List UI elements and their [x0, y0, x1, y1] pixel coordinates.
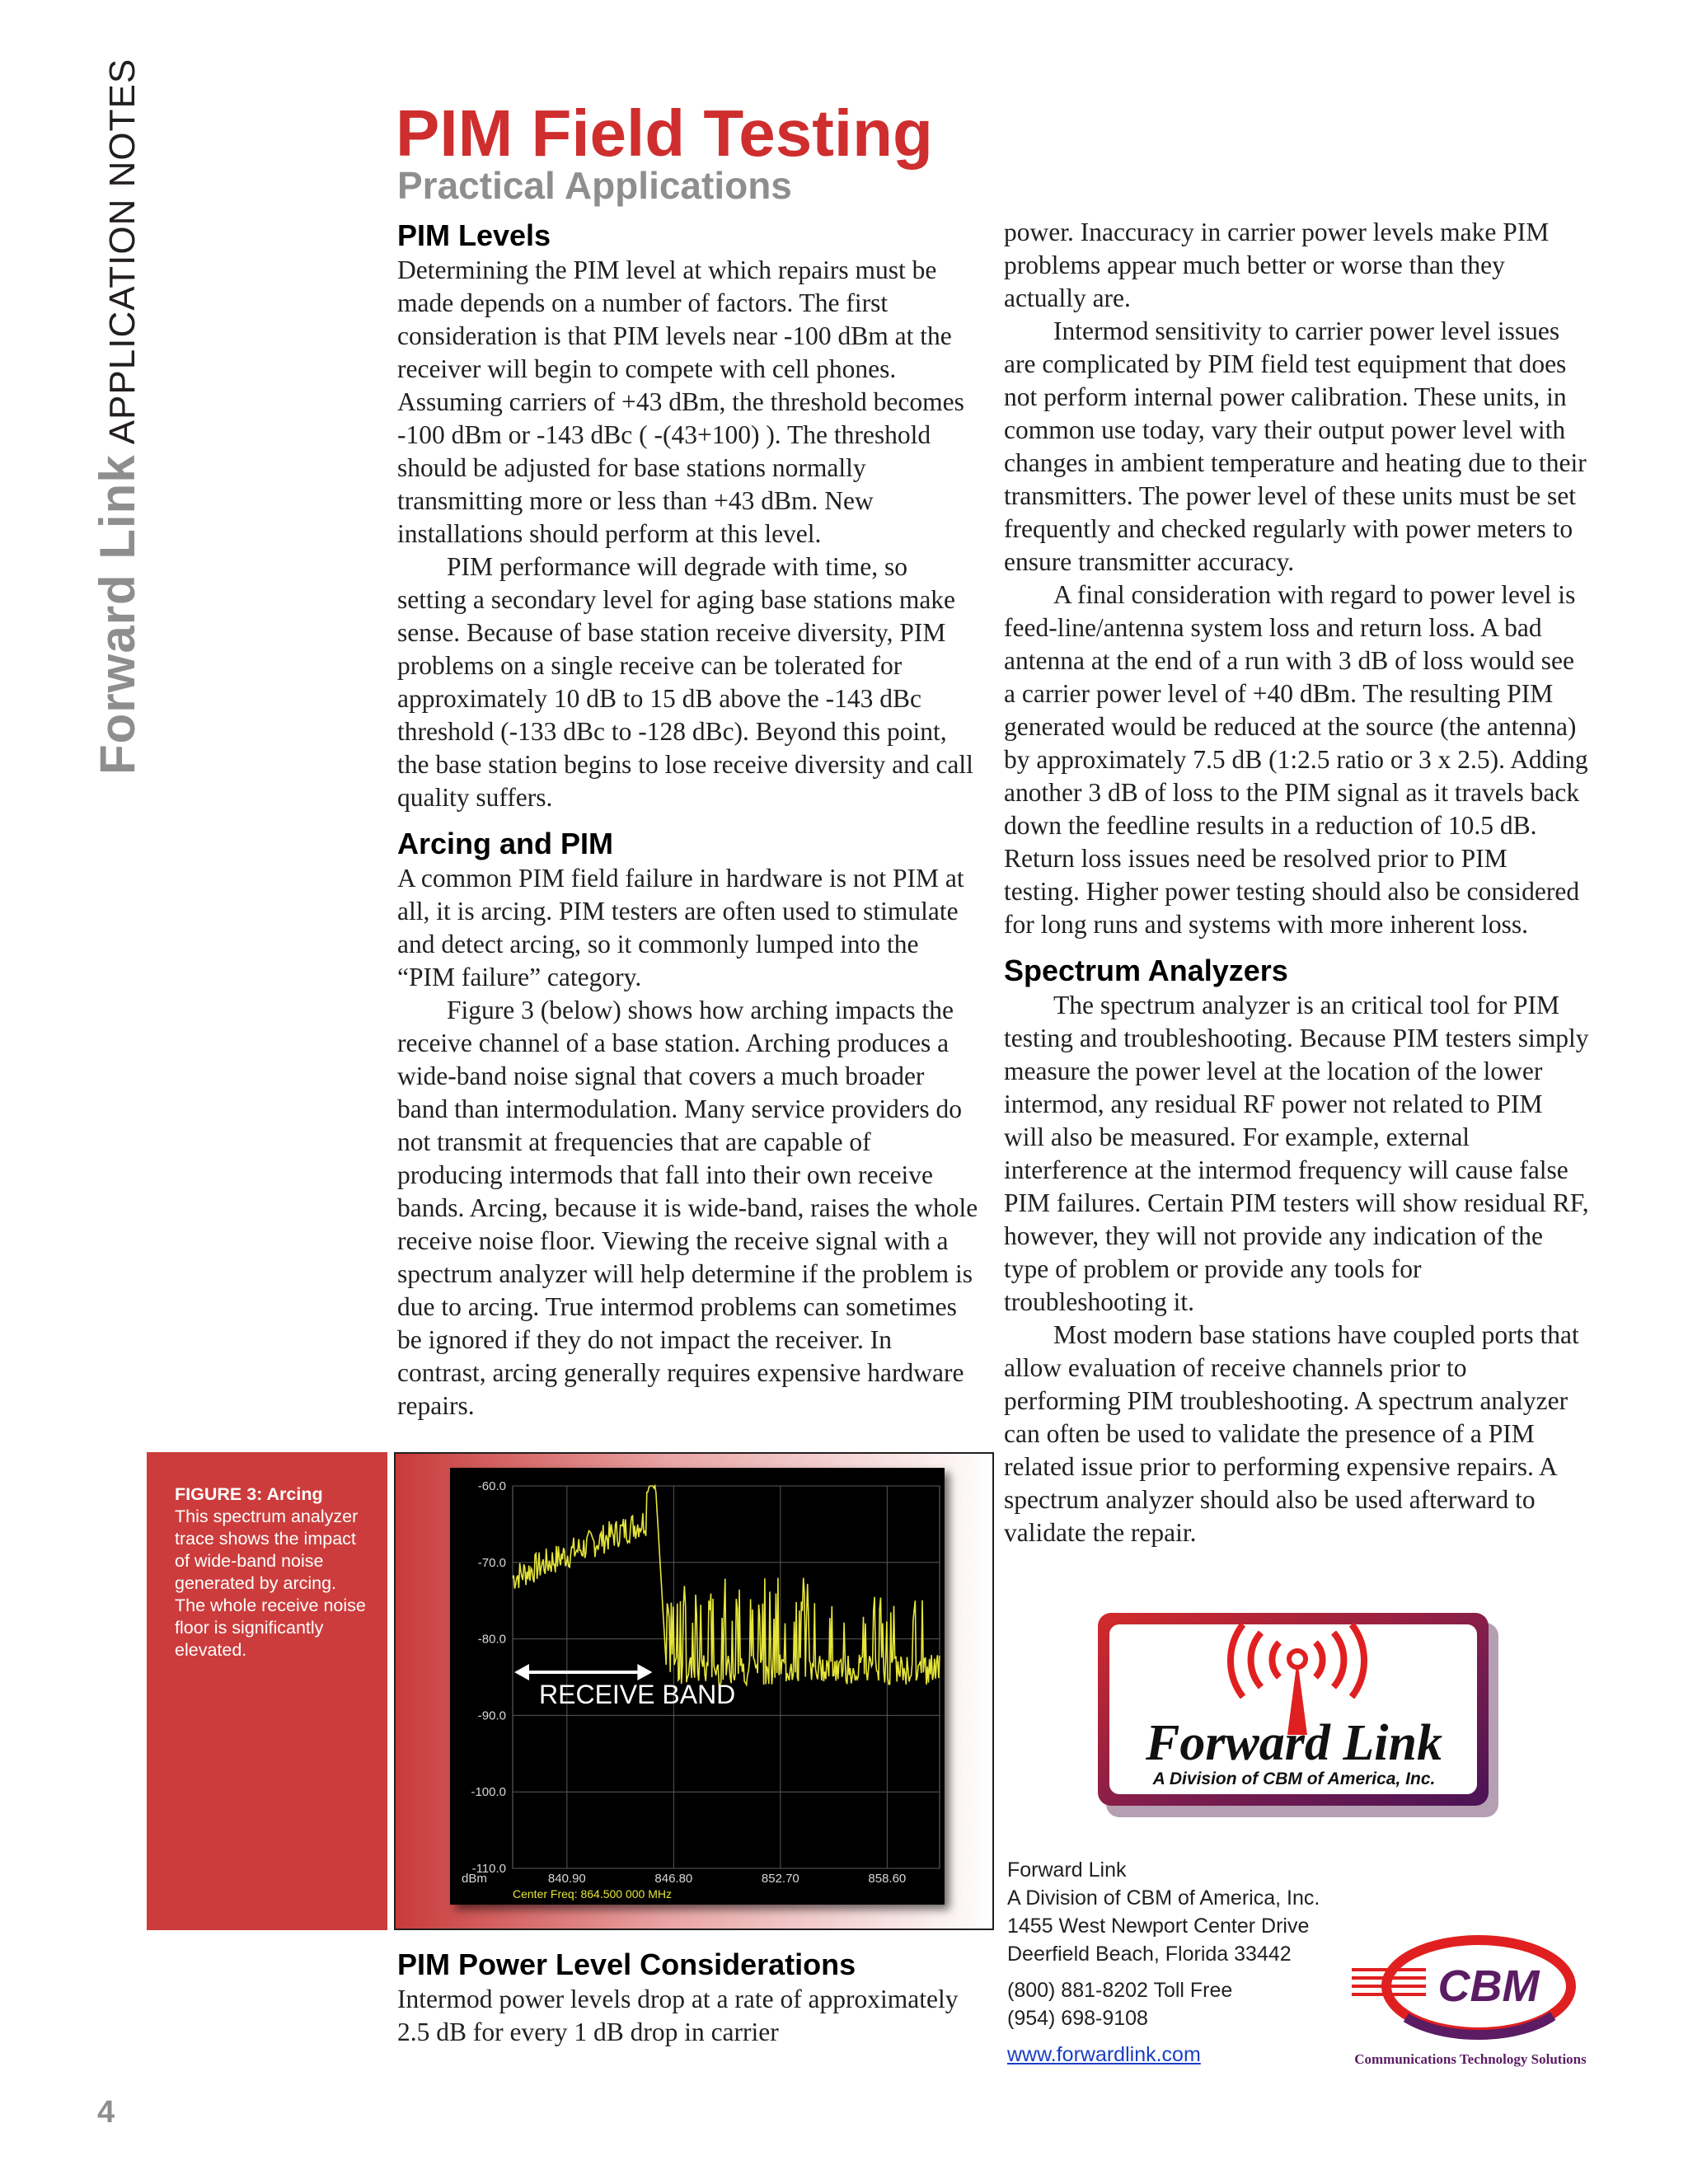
x-tick-label: 858.60	[868, 1872, 907, 1886]
power-level-heading: PIM Power Level Considerations	[397, 1947, 856, 1981]
arcing-paragraph-1: A common PIM field failure in hardware is not PIM at all, it is arcing. PIM testers are often used to stimulate and detect arcing, so it commonly lumped into the “PIM failure” category.	[397, 864, 964, 991]
y-tick-label: -70.0	[477, 1555, 506, 1570]
y-tick-label: -100.0	[471, 1785, 506, 1800]
arcing-heading: Arcing and PIM	[397, 827, 614, 860]
sidebar-section: APPLICATION NOTES	[102, 58, 143, 445]
spectrum-center-frequency: Center Freq: 864.500 000 MHz	[513, 1887, 672, 1900]
band-arrow-right-head	[637, 1664, 652, 1680]
contact-division: A Division of CBM of America, Inc.	[1007, 1886, 1320, 1910]
right-column	[1004, 216, 1589, 1549]
arcing-paragraph-2: Figure 3 (below) shows how arching impacts the receive channel of a base station. Arching produces a wide-band noise signal that covers a much broader band than intermodulation. Many service providers do not transmit at frequencies that are capable of producing intermods that fall into their own receive bands. Arcing, because it is wide-band, raises the whole receive noise floor. Viewing the receive signal with a spectrum analyzer will help determine if the problem is due to arcing. True intermod problems can sometimes be ignored if they do not impact the receiver. In contrast, arcing generally requires expensive hardware repairs.	[397, 996, 978, 1420]
page-number: 4	[97, 2095, 115, 2130]
forward-link-logo	[1096, 1611, 1503, 1821]
pim-levels-heading: PIM Levels	[397, 218, 551, 252]
website-link[interactable]: www.forwardlink.com	[1007, 2043, 1201, 2066]
pim-levels-paragraph-1: Determining the PIM level at which repairs must be made depends on a number of factors. The first consideration is that PIM levels near -100 dBm at the receiver will begin to compete with cell phones. Assuming carriers of +43 dBm, the threshold becomes -100 dBm or -143 dBc ( -(43+100) ). The threshold should be adjusted for base stations normally transmitting more or less than +43 dBm. New installations should perform at this level.	[397, 255, 964, 548]
left-column-bottom	[397, 1947, 978, 2049]
spectrum-paragraph-1: The spectrum analyzer is an critical tool for PIM testing and troubleshooting. Because PIM testers simply measure the power level at the location of the lower intermod, any residual RF power not related to PIM will also be measured. For example, external interference at the intermod frequency will cause false PIM failures. Certain PIM testers will show residual RF, however, they will not provide any indication of the type of problem or provide any tools for troubleshooting it.	[1004, 991, 1589, 1316]
intermod-sensitivity-paragraph: Intermod sensitivity to carrier power level issues are complicated by PIM field test equipment that does not perform internal power calibration. These units, in common use today, vary their output power level with changes in ambient temperature and heating due to their transmitters. The power level of these units must be set frequently and checked regularly with power meters to ensure transmitter accuracy.	[1004, 316, 1587, 576]
contact-street: 1455 West Newport Center Drive	[1007, 1915, 1310, 1938]
x-tick-label: 846.80	[654, 1872, 693, 1886]
cbm-name: CBM	[1437, 1961, 1540, 2011]
power-level-paragraph: Intermod power levels drop at a rate of approximately 2.5 dB for every 1 dB drop in carrier	[397, 1985, 959, 2046]
y-tick-label: -90.0	[477, 1708, 506, 1723]
spectrum-chart	[450, 1468, 945, 1905]
figure-caption-title: FIGURE 3: Arcing	[175, 1484, 323, 1504]
sidebar-label	[89, 33, 147, 775]
spectrum-x-ticks	[548, 1872, 906, 1886]
sidebar-brand: Forward Link	[90, 454, 145, 775]
spectrum-y-unit: dBm	[462, 1872, 487, 1886]
spectrum-y-ticks	[471, 1479, 506, 1876]
page-title: PIM Field Testing	[396, 96, 933, 170]
pim-levels-paragraph-2: PIM performance will degrade with time, so setting a secondary level for aging base stations make sense. Because of base station receive diversity, PIM problems on a single receive can be tolerated for approximately 10 dB to 15 dB above the -143 dBc threshold (-133 dBc to -128 dBc). Beyond this point, the base station begins to lose receive diversity and call quality suffers.	[397, 552, 973, 812]
x-tick-label: 852.70	[761, 1872, 799, 1886]
spectrum-paragraph-2: Most modern base stations have coupled ports that allow evaluation of receive channels prior to performing PIM troubleshooting. A spectrum analyzer can often be used to validate the presence of a PIM related issue prior to performing expensive repairs. A spectrum analyzer should also be used afterward to validate the repair.	[1004, 1320, 1579, 1547]
left-column	[397, 218, 978, 1422]
x-tick-label: 840.90	[547, 1872, 586, 1886]
final-consideration-paragraph: A final consideration with regard to power level is feed-line/antenna system loss and return loss. A bad antenna at the end of a run with 3 dB of loss would see a carrier power level of +40 dBm. The resulting PIM generated would be reduced at the source (the antenna) by approximately 7.5 dB (1:2.5 ratio or 3 x 2.5). Adding another 3 dB of loss to the PIM signal as it travels back down the feedline results in a reduction of 10.5 dB. Return loss issues need be resolved prior to PIM testing. Higher power testing should also be considered for long runs and systems with more inherent loss.	[1004, 580, 1588, 939]
spectrum-trace	[513, 1486, 940, 1685]
contact-company: Forward Link	[1007, 1858, 1127, 1882]
plot-border	[513, 1486, 940, 1868]
cbm-tagline: Communications Technology Solutions	[1354, 2051, 1586, 2067]
contact-phone: (954) 698-9108	[1007, 2007, 1148, 2030]
spectrum-analyzers-heading: Spectrum Analyzers	[1004, 954, 1288, 987]
y-tick-label: -80.0	[477, 1632, 506, 1647]
contact-phone-tollfree: (800) 881-8202 Toll Free	[1007, 1979, 1233, 2002]
logo-tagline: A Division of CBM of America, Inc.	[1152, 1769, 1436, 1788]
y-tick-label: -60.0	[477, 1479, 506, 1493]
contact-block	[1007, 1856, 1320, 2069]
figure-caption	[175, 1483, 366, 1661]
figure-caption-body: This spectrum analyzer trace shows the impact of wide-band noise generated by arcing. The whole receive noise floor is significantly elevated.	[175, 1507, 366, 1660]
logo-name: Forward Link	[1145, 1715, 1443, 1771]
receive-band-label: RECEIVE BAND	[539, 1680, 736, 1709]
band-arrow-left-head	[514, 1664, 529, 1680]
cbm-logo	[1347, 1927, 1586, 2075]
spectrum-analyzer-screenshot	[450, 1468, 945, 1905]
receive-band-arrow	[514, 1664, 652, 1680]
contact-city: Deerfield Beach, Florida 33442	[1007, 1943, 1292, 1966]
spectrum-grid	[513, 1486, 940, 1868]
page-subtitle: Practical Applications	[397, 164, 792, 207]
y-tick-label: -110.0	[471, 1862, 506, 1876]
power-continued-paragraph: power. Inaccuracy in carrier power levels make PIM problems appear much better or worse than they actually are.	[1004, 218, 1550, 312]
